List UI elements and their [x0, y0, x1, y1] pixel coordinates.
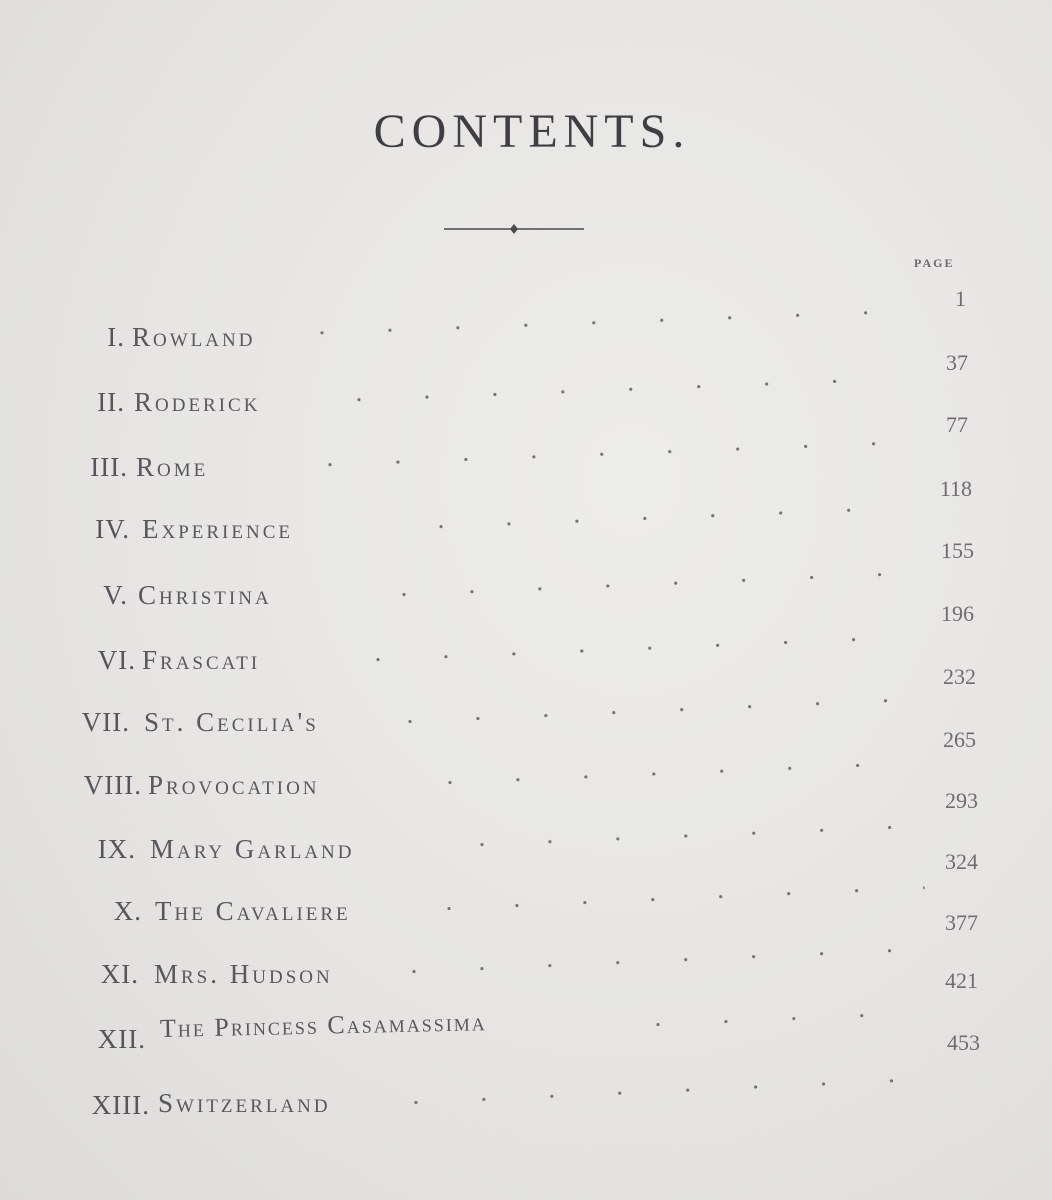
- page-number: 453: [947, 1030, 980, 1055]
- chapter-title: Mary Garland: [150, 834, 355, 864]
- chapter-number: III.: [90, 452, 128, 482]
- dot-leader: [296, 440, 916, 468]
- chapter-title: The Princess Casamassima: [159, 1007, 487, 1043]
- chapter-number: XII.: [97, 1024, 146, 1054]
- page-number: 232: [943, 664, 976, 689]
- chapter-number: V.: [103, 580, 128, 610]
- page-number: 196: [941, 601, 974, 626]
- chapter-title: Provocation: [148, 770, 320, 800]
- toc-entry[interactable]: [0, 514, 1052, 554]
- page-number: 324: [945, 849, 978, 874]
- toc-entry[interactable]: [0, 452, 1052, 492]
- chapter-number: II.: [97, 387, 125, 417]
- toc-entry[interactable]: [0, 707, 1052, 747]
- chapter-title: Rome: [136, 452, 209, 482]
- chapter-title: Experience: [142, 514, 293, 544]
- chapter-title: Rowland: [132, 322, 256, 352]
- dot-leader: [376, 697, 921, 725]
- toc-entry[interactable]: [0, 322, 1052, 362]
- toc-entry[interactable]: [0, 387, 1052, 427]
- chapter-number: IX.: [97, 834, 136, 864]
- chapter-number: X.: [113, 896, 142, 926]
- page-number: 293: [945, 788, 978, 813]
- dot-leader: [448, 824, 923, 848]
- chapter-number: VIII.: [83, 770, 142, 800]
- chapter-number: I.: [107, 322, 125, 352]
- toc-entry[interactable]: [0, 580, 1052, 620]
- chapter-title: Roderick: [134, 387, 261, 417]
- toc-entry[interactable]: [0, 645, 1052, 685]
- chapter-title: Christina: [138, 580, 272, 610]
- page-number: 37: [946, 350, 968, 375]
- toc-entry[interactable]: [0, 770, 1052, 810]
- toc-entry[interactable]: [0, 896, 1052, 936]
- page-number: 118: [939, 476, 972, 501]
- page-column-heading: PAGE: [914, 256, 955, 270]
- dot-leader: [624, 1011, 924, 1028]
- chapter-number: VII.: [81, 707, 130, 737]
- chapter-number: VI.: [97, 645, 136, 675]
- chapter-number: XIII.: [91, 1090, 150, 1120]
- toc-entry[interactable]: [0, 834, 1052, 874]
- page-number: 77: [946, 412, 968, 437]
- dot-leader: [325, 377, 895, 403]
- page-number: 265: [943, 727, 976, 752]
- page-number: 155: [941, 538, 974, 563]
- toc-entry[interactable]: [0, 1007, 1052, 1064]
- dot-leader: [415, 886, 925, 912]
- page-number: 1: [955, 286, 966, 311]
- page-number: 377: [945, 910, 978, 935]
- chapter-title: St. Cecilia's: [144, 707, 319, 737]
- dot-leader: [407, 506, 907, 530]
- page-title: CONTENTS.: [373, 105, 691, 158]
- toc-entry[interactable]: [0, 1090, 1052, 1130]
- dot-leader: [370, 571, 915, 598]
- dot-leader: [380, 947, 925, 975]
- dot-leader: [382, 1077, 927, 1106]
- chapter-title: Mrs. Hudson: [154, 959, 333, 989]
- chapter-title: Switzerland: [158, 1088, 331, 1118]
- dot-leader: [288, 309, 908, 336]
- toc-entry[interactable]: [0, 959, 1052, 999]
- page-number: 421: [945, 968, 978, 993]
- dot-leader: [344, 635, 919, 663]
- chapter-number: IV.: [95, 514, 130, 544]
- chapter-title: Frascati: [142, 645, 261, 675]
- dot-leader: [416, 761, 921, 786]
- chapter-number: XI.: [100, 959, 139, 989]
- chapter-title: The Cavaliere: [155, 896, 351, 926]
